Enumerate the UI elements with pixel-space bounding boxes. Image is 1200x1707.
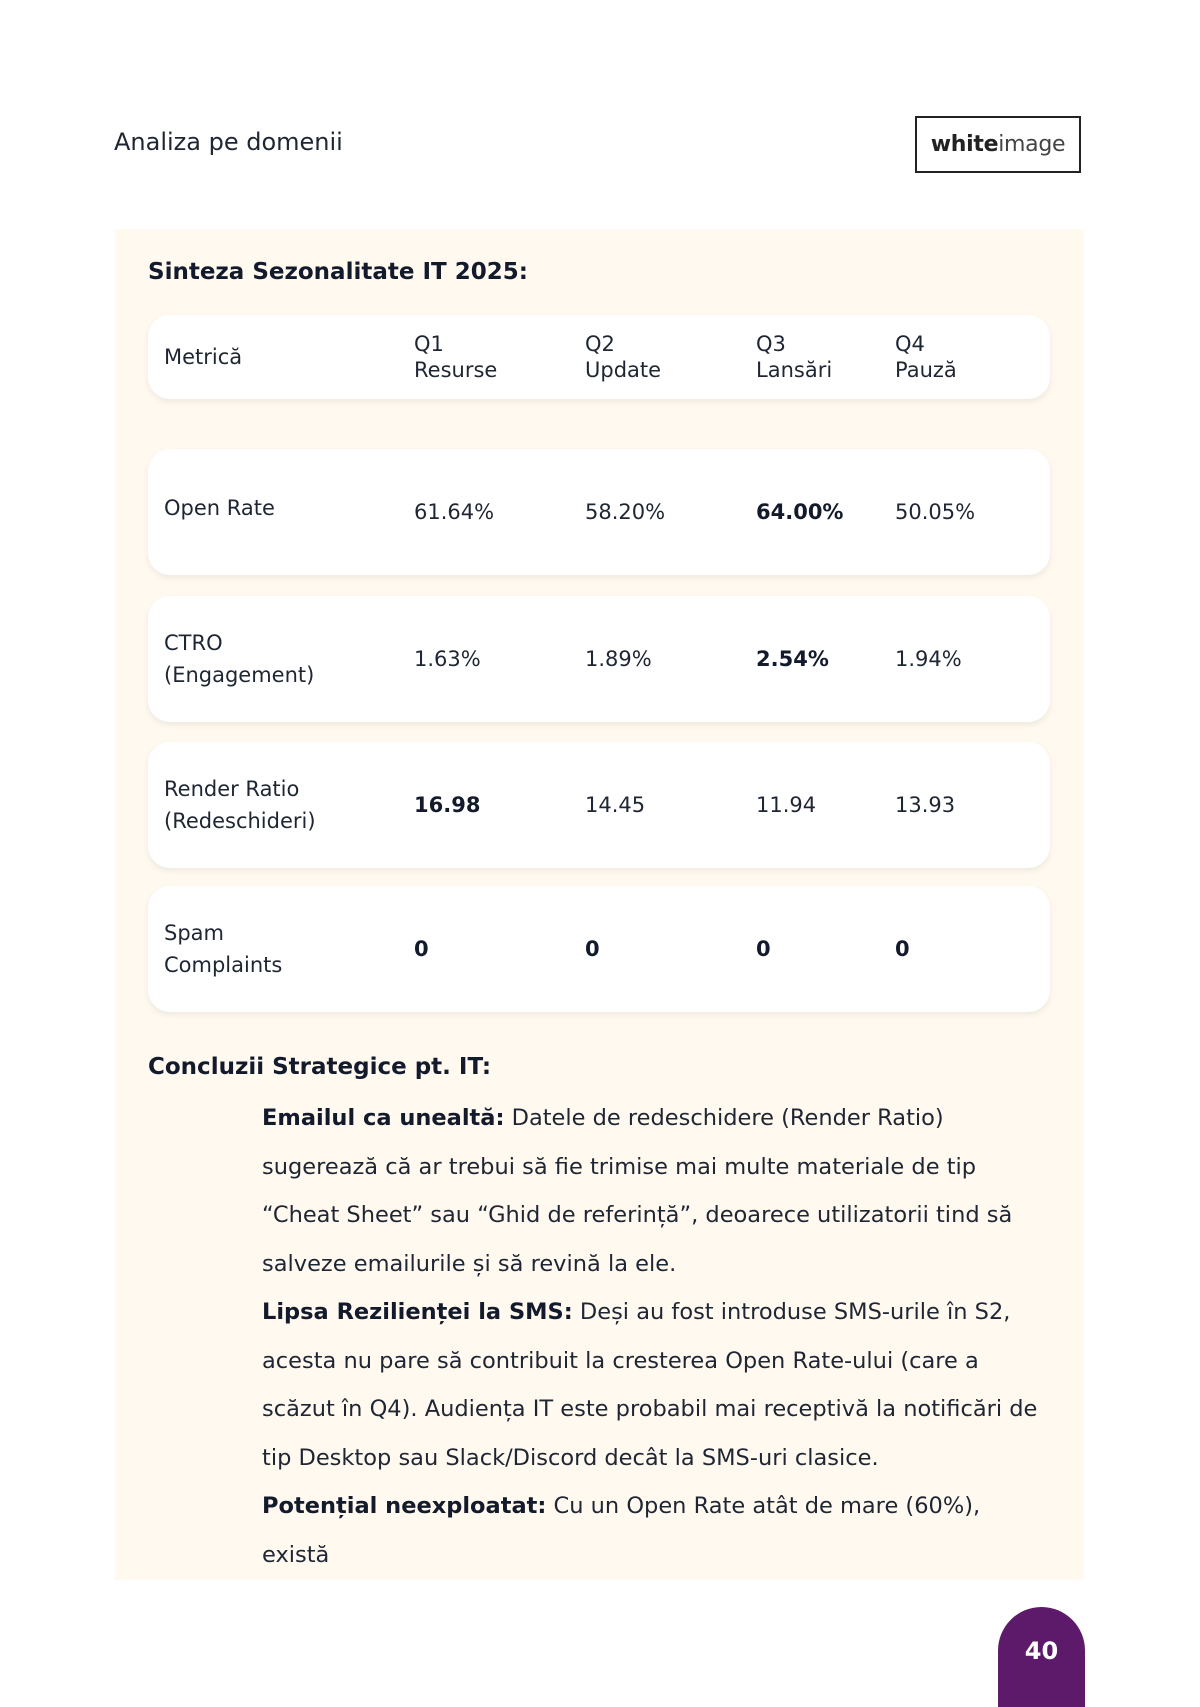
column-header-q1: Q1 Resurse bbox=[414, 332, 498, 382]
value-cell: 13.93 bbox=[895, 793, 956, 817]
column-header-q2: Q2 Update bbox=[585, 332, 662, 382]
value-cell: 61.64% bbox=[414, 500, 495, 524]
row-label: CTRO (Engagement) bbox=[164, 631, 315, 687]
value-cell: 1.63% bbox=[414, 647, 481, 671]
row-label: Open Rate bbox=[164, 496, 275, 520]
value-cell: 11.94 bbox=[756, 793, 817, 817]
value-cell: 0 bbox=[895, 937, 910, 961]
value-cell: 58.20% bbox=[585, 500, 666, 524]
table-header-row bbox=[148, 315, 1050, 399]
value-cell-highlight: 64.00% bbox=[756, 500, 844, 524]
logo-bold-text: white bbox=[930, 132, 999, 157]
table-row-spam-complaints bbox=[148, 886, 1050, 1012]
page-header-title: Analiza pe domenii bbox=[114, 128, 343, 156]
value-cell: 1.89% bbox=[585, 647, 652, 671]
content-panel bbox=[115, 229, 1084, 1580]
value-cell: 0 bbox=[414, 937, 429, 961]
value-cell-highlight: 2.54% bbox=[756, 647, 829, 671]
table-row-ctro bbox=[148, 596, 1050, 722]
conclusions-paragraph bbox=[262, 1094, 1052, 1579]
value-cell-highlight: 16.98 bbox=[414, 793, 481, 817]
conclusion-item-sms: Lipsa Rezilienței la SMS: Deși au fost introduse SMS-urile în S2, acesta nu pare să contribuit la cresterea Open Rate-ului (care a scăzut în Q4). Audiența IT este probabil mai receptivă la notificări de tip Desktop sau Slack/Discord decât la SMS-uri clasice. bbox=[262, 1299, 1038, 1471]
column-header-metric: Metrică bbox=[164, 345, 243, 369]
whiteimage-logo bbox=[915, 116, 1081, 173]
table-row-open-rate bbox=[148, 449, 1050, 575]
page-number-badge: 40 bbox=[998, 1607, 1085, 1707]
value-cell: 1.94% bbox=[895, 647, 962, 671]
table-row-render-ratio bbox=[148, 742, 1050, 868]
column-header-q4: Q4 Pauză bbox=[895, 332, 957, 382]
column-header-q3: Q3 Lansări bbox=[756, 332, 833, 382]
conclusion-item-potential: Potențial neexploatat: Cu un Open Rate atât de mare (60%), există bbox=[262, 1493, 981, 1568]
row-label: Spam Complaints bbox=[164, 921, 283, 977]
conclusion-item-email: Emailul ca unealtă: Datele de redeschidere (Render Ratio) sugerează că ar trebui să fie trimise mai multe materiale de tip “Cheat Sheet” sau “Ghid de referință”, deoarece utilizatorii tind să salveze emailurile și să revină la ele. bbox=[262, 1105, 1013, 1277]
value-cell: 0 bbox=[756, 937, 771, 961]
value-cell: 14.45 bbox=[585, 793, 646, 817]
value-cell: 50.05% bbox=[895, 500, 976, 524]
value-cell: 0 bbox=[585, 937, 600, 961]
logo-regular-text: image bbox=[998, 132, 1066, 157]
synthesis-title: Sinteza Sezonalitate IT 2025: bbox=[148, 259, 528, 285]
conclusions-title: Concluzii Strategice pt. IT: bbox=[148, 1054, 492, 1080]
row-label: Render Ratio (Redeschideri) bbox=[164, 777, 316, 833]
